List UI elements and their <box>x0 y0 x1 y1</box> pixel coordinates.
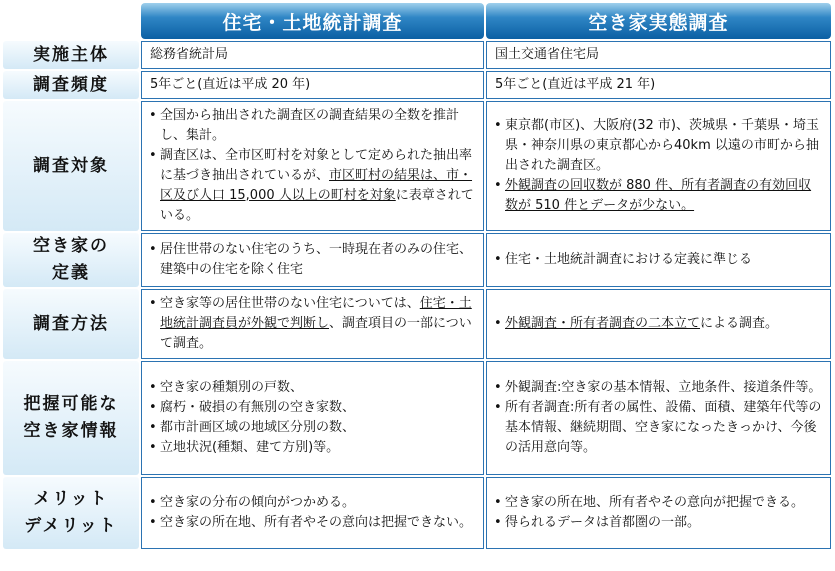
row-label-target: 調査対象 <box>3 101 139 231</box>
bullet-icon: • <box>494 178 502 193</box>
row-label-implementer: 実施主体 <box>3 41 139 69</box>
row-label-frequency: 調査頻度 <box>3 71 139 99</box>
bullet-icon: • <box>149 420 157 435</box>
bullet-icon: • <box>494 495 502 510</box>
info-vacant-survey <box>486 361 831 475</box>
bullet-icon: • <box>149 148 157 163</box>
underlined-text: 外観調査・所有者調査の二本立て <box>505 316 701 331</box>
bullet-icon: • <box>494 515 502 530</box>
list-item: • 空き家の種類別の戸数、 <box>148 378 477 398</box>
list-item: • 居住世帯のない住宅のうち、一時現在者のみの住宅、建築中の住宅を除く住宅 <box>149 242 473 277</box>
row-merit <box>3 477 831 549</box>
definition-housing-survey <box>141 233 484 287</box>
comparison-table <box>1 1 833 551</box>
list-item: • 東京都(市区)、大阪府(32 市)、茨城県・千葉県・埼玉県・神奈川県の東京都心から40km 以遠の市町から抽出された調査区。 <box>494 118 819 173</box>
bullet-icon: • <box>494 118 502 133</box>
bullet-icon: • <box>149 108 157 123</box>
list-item <box>493 176 824 216</box>
bullet-icon: • <box>149 296 157 311</box>
row-method <box>3 289 831 359</box>
row-label-definition: 空き家の 定義 <box>3 233 139 287</box>
bullet-icon: • <box>494 400 502 415</box>
bullet-icon: • <box>494 316 502 331</box>
header-corner <box>3 3 139 39</box>
bullet-icon: • <box>494 252 502 267</box>
list-item: • 調査区は、全市区町村を対象として定められた抽出率に基づき抽出されているが、市区町村の結果は、市・区及び人口 15,000 人以上の町村を対象に表章されている。 <box>149 148 474 223</box>
merit-vacant-survey <box>486 477 831 549</box>
bullet-icon: • <box>149 242 157 257</box>
row-label-method: 調査方法 <box>3 289 139 359</box>
list-item: • 所有者調査:所有者の属性、設備、面積、建築年代等の基本情報、継続期間、空き家になったきっかけ、今後の活用意向等。 <box>494 400 822 455</box>
definition-vacant-survey <box>486 233 831 287</box>
row-label-info: 把握可能な 空き家情報 <box>3 361 139 475</box>
row-implementer <box>3 41 831 69</box>
method-housing-survey <box>141 289 484 359</box>
bullet-icon: • <box>149 380 157 395</box>
row-target <box>3 101 831 231</box>
row-definition <box>3 233 831 287</box>
info-housing-survey <box>141 361 484 475</box>
merit-housing-survey <box>141 477 484 549</box>
implementer-vacant-survey: 国土交通省住宅局 <box>486 41 831 69</box>
row-info <box>3 361 831 475</box>
list-item: • 立地状況(種類、建て方別)等。 <box>148 438 477 458</box>
underlined-text: 市区町村の結果は、市・区及び人口 15,000 人以上の町村を対象 <box>160 168 473 203</box>
header-row <box>3 3 831 39</box>
underlined-text: 住宅・土地統計調査員が外観で判断し <box>160 296 472 331</box>
bullet-icon: • <box>494 380 502 395</box>
frequency-vacant-survey: 5年ごと(直近は平成 21 年) <box>486 71 831 99</box>
list-item: • 住宅・土地統計調査における定義に準じる <box>493 250 824 270</box>
target-housing-survey <box>141 101 484 231</box>
row-label-merit: メリット デメリット <box>3 477 139 549</box>
method-vacant-survey <box>486 289 831 359</box>
list-item: • 空き家の所在地、所有者やその意向は把握できない。 <box>148 513 477 533</box>
bullet-icon: • <box>149 495 157 510</box>
list-item: • 空き家等の居住世帯のない住宅については、住宅・土地統計調査員が外観で判断し、調査項目の一部について調査。 <box>149 296 472 351</box>
list-item: • 空き家の分布の傾向がつかめる。 <box>148 493 477 513</box>
frequency-housing-survey: 5年ごと(直近は平成 20 年) <box>141 71 484 99</box>
header-housing-land-survey: 住宅・土地統計調査 <box>141 3 484 39</box>
header-vacant-house-survey: 空き家実態調査 <box>486 3 831 39</box>
target-vacant-survey <box>486 101 831 231</box>
bullet-icon: • <box>149 400 157 415</box>
list-item: • 空き家の所在地、所有者やその意向が把握できる。 <box>493 493 824 513</box>
implementer-housing-survey: 総務省統計局 <box>141 41 484 69</box>
list-item: • 外観調査:空き家の基本情報、立地条件、接道条件等。 <box>493 378 824 398</box>
list-item: • 都市計画区域の地域区分別の数、 <box>148 418 477 438</box>
bullet-icon: • <box>149 440 157 455</box>
row-frequency <box>3 71 831 99</box>
list-item: • 全国から抽出された調査区の調査結果の全数を推計し、集計。 <box>149 108 460 143</box>
list-item: • 外観調査・所有者調査の二本立てによる調査。 <box>493 314 824 334</box>
underlined-text: 外観調査の回収数が 880 件、所有者調査の有効回収数が 510 件とデータが少ない。 <box>505 178 812 213</box>
list-item: • 得られるデータは首都圏の一部。 <box>493 513 824 533</box>
list-item: • 腐朽・破損の有無別の空き家数、 <box>148 398 477 418</box>
bullet-icon: • <box>149 515 157 530</box>
